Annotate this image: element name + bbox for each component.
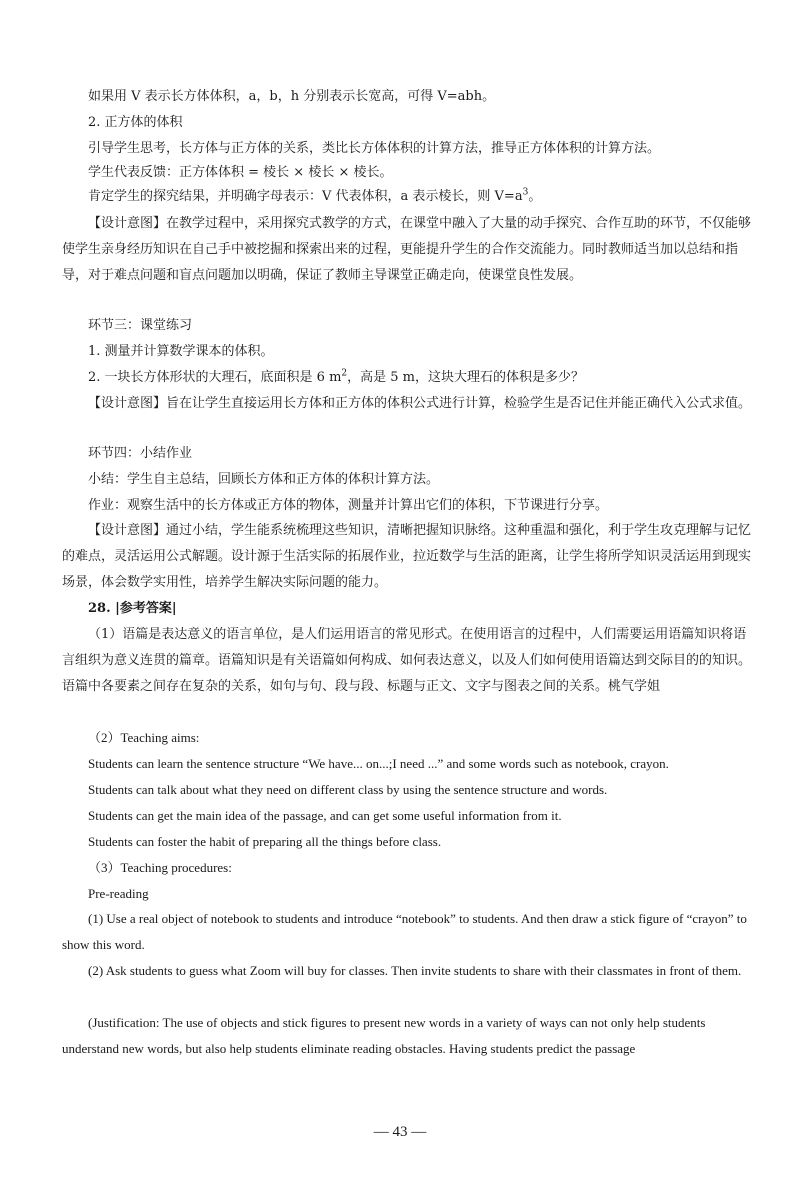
page-number: — 43 — [373, 1124, 427, 1140]
text-line [62, 365, 752, 391]
text-line: （3）Teaching procedures: [88, 860, 232, 875]
text-line: （2）Teaching aims: [88, 730, 200, 745]
design-intent-paragraph: 【设计意图】旨在让学生直接运用长方体和正方体的体积公式进行计算，检验学生是否记住并能正确代入公式求值。 [88, 396, 752, 411]
text-line: 1. 测量并计算数学课本的体积。 [88, 344, 274, 359]
text-line: 引导学生思考，长方体与正方体的关系，类比长方体体积的计算方法，推导正方体体积的计算方法。 [88, 141, 661, 156]
text-fragment: 肯定学生的探究结果，并明确字母表示：V 代表体积，a 表示棱长，则 V=a [88, 189, 523, 204]
text-fragment: 。 [528, 189, 542, 204]
text-line: 小结：学生自主总结，回顾长方体和正方体的体积计算方法。 [88, 472, 440, 487]
text-line: 作业：观察生活中的长方体或正方体的物体，测量并计算出它们的体积，下节课进行分享。 [88, 498, 609, 513]
answer-paragraph: （1）语篇是表达意义的语言单位，是人们运用语言的常见形式。在使用语言的过程中，人们需要运用语篇知识将语言组织为意义连贯的篇章。语篇知识是有关语篇如何构成、如何表达意义，以及人们如何使用语篇达到交际目的的知识。语篇中各要素之间存在复杂的关系，如句与句、段与段、标题与正文、文字与图表之间的关系。桃气学姐 [62, 627, 752, 694]
text-fragment: 2. 一块长方体形状的大理石，底面积是 6 m [88, 370, 342, 385]
design-intent-paragraph: 【设计意图】通过小结，学生能系统梳理这些知识，清晰把握知识脉络。这种重温和强化，利于学生攻克理解与记忆的难点，灵活运用公式解题。设计源于生活实际的拓展作业，拉近数学与生活的距离，让学生将所学知识灵活运用到现实场景，体会数学实用性，培养学生解决实际问题的能力。 [62, 523, 752, 590]
text-fragment: ，高是 5 m，这块大理石的体积是多少？ [347, 370, 585, 385]
procedure-paragraph: (1) Use a real object of notebook to students and introduce “notebook” to students. And then draw a stick figure of “crayon” to show this word. [62, 911, 747, 952]
superscript: 3 [522, 187, 529, 198]
design-intent-paragraph: 【设计意图】在教学过程中，采用探究式教学的方式，在课堂中融入了大量的动手探究、合作互助的环节，不仅能够使学生亲身经历知识在自己手中被挖掘和探索出来的过程，更能提升学生的合作交流能力。同时教师适当加以总结和指导，对于难点问题和盲点问题加以明确，保证了教师主导课堂正确走向，使课堂良性发展。 [62, 216, 752, 283]
text-line: 学生代表反馈：正方体体积 = 棱长 × 棱长 × 棱长。 [88, 165, 393, 180]
procedure-paragraph: (2) Ask students to guess what Zoom will buy for classes. Then invite students to share with their classmates in front of them. [88, 963, 742, 978]
text-line [62, 184, 752, 210]
section-heading: 环节四：小结作业 [88, 446, 193, 461]
text-line: Pre-reading [88, 886, 149, 901]
text-line: Students can learn the sentence structure “We have... on...;I need ...” and some words such as notebook, crayon. [88, 756, 669, 771]
superscript: 2 [341, 368, 348, 379]
text-line: Students can foster the habit of preparing all the things before class. [88, 834, 442, 849]
justification-paragraph: (Justification: The use of objects and stick figures to present new words in a variety of ways can not only help students understand new words, but also help students eliminate reading obstacles. Having students predict the passage [62, 1015, 706, 1056]
answer-heading: 28. |参考答案| [88, 601, 177, 616]
text-line: Students can get the main idea of the passage, and can get some useful information from it. [88, 808, 562, 823]
text-line: 如果用 V 表示长方体体积，a，b，h 分别表示长宽高，可得 V=abh。 [88, 89, 496, 104]
text-line: Students can talk about what they need on different class by using the sentence structure and words. [88, 782, 608, 797]
section-heading: 2. 正方体的体积 [88, 115, 183, 130]
section-heading: 环节三：课堂练习 [88, 318, 193, 333]
